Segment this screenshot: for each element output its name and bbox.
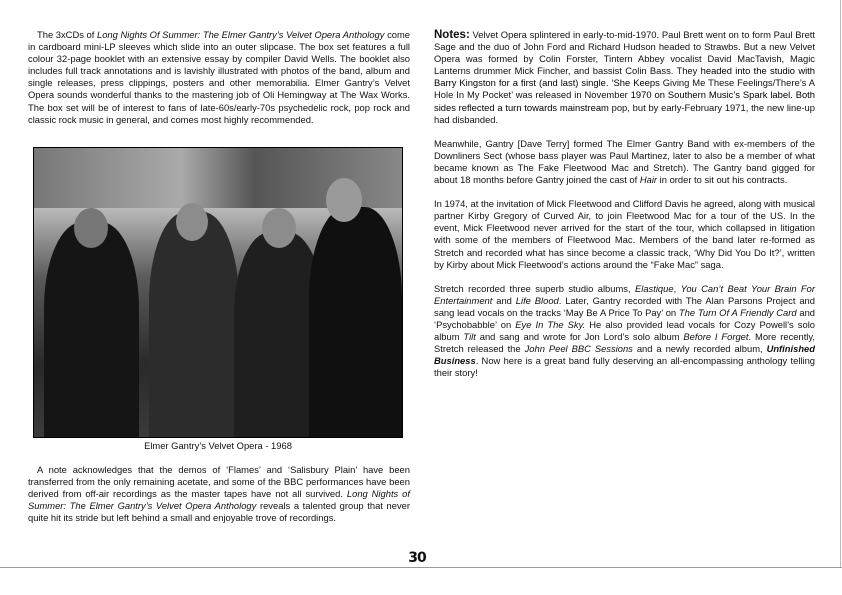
italic-title-text: The Turn Of A Friendly Card	[678, 306, 797, 318]
intro-paragraph	[28, 29, 410, 126]
photo-figure-head	[326, 178, 362, 222]
italic-title-text: Unfinished Business	[434, 343, 815, 367]
text-segment: . More recently, Stretch released the	[434, 331, 815, 355]
text-segment: come in cardboard mini-LP sleeves which slide into an outer slipcase. The box set features a full colour 32-page booklet with an extensive essay by compiler David Wells. The booklet also includes full track annotations and is lavishly illustrated with photos of the band, album and single releases, press clippings, posters and other memorabilia. Elmer Gantry’s Velvet Opera sounds wonderful thanks to the mastering job of Oli Hemingway at The Wax Works. The box set will be of interest to fans of late-60s/early-70s psychedelic rock, pop rock and classic rock music in general, and comes most highly recommended.	[28, 29, 411, 125]
text-segment: Meanwhile, Gantry [Dave Terry] formed The Elmer Gantry Band with ex-members of the Downliners Sect (whose bass player was Paul Martinez, later to also be a member of what became known as The Fake Fleetwood Mac and Stretch). The Gantry band gigged for about 18 months before Gantry joined the cast of	[434, 137, 815, 186]
text-segment: . Now here is a great band fully deserving an all-encompassing anthology telling their story!	[434, 355, 815, 379]
text-segment: and	[492, 294, 516, 306]
italic-title-text: Life Blood	[515, 294, 559, 306]
text-segment: The 3xCDs of	[37, 29, 97, 40]
text-segment: and a newly recorded album,	[632, 343, 767, 355]
italic-title-text: Elastique	[635, 282, 674, 294]
page-edge	[840, 0, 841, 567]
photo-figure-head	[262, 208, 296, 248]
text-segment: A note acknowledges that the demos of ‘Flames’ and ‘Salisbury Plain’ have been transferred from the only remaining acetate, and some of the BBC performances have been derived from off-air recordings as the master tapes have not all survived.	[28, 464, 410, 500]
italic-title-text: You Can’t Beat Your Brain For Entertainment	[434, 282, 815, 306]
italic-title-text: Eye In The Sky.	[515, 318, 586, 330]
notes-label: Notes:	[434, 29, 470, 41]
fleetwood-paragraph	[434, 198, 815, 271]
left-column-bottom	[28, 464, 410, 536]
text-segment: reveals a talented group that never quite hit its stride but left behind a small and enjoyable trove of recordings.	[28, 500, 410, 524]
left-column	[28, 29, 410, 138]
text-segment: In 1974, at the invitation of Mick Fleetwood and Clifford Davis he agreed, along with musical partner Kirby Gregory of Curved Air, to join Fleetwood Mac for a tour of the US. In the event, Mick Fleetwood never arrived for the start of the tour, which collapsed in litigation with some of the members of Fleetwood Mac. Members of the band later re-formed as Stretch and recorded what has since become a classic track, ‘Why Did You Do It?’, written by Kirby about Mick Fleetwood’s actions around the “Fake Mac” saga.	[434, 198, 815, 270]
band-photo	[33, 147, 403, 438]
text-segment: Velvet Opera splintered in early-to-mid-1970. Paul Brett went on to form Paul Brett Sage and the duo of John Ford and Richard Hudson headed to Strawbs. But a new Velvet Opera was formed by Colin Forster, Tintern Abbey vocalist David MacTavish, Magic Lanterns drummer Mick Fincher, and bassist Colin Bass. They	[434, 29, 815, 77]
text-segment: and sang and wrote for Jon Lord’s solo album	[475, 331, 684, 343]
italic-title-text: Long Nights of Summer: The Elmer Gantry’s Velvet Opera Anthology	[28, 488, 410, 512]
text-segment: headed into the studio with Barry Kingston for a first (and last) single. ‘She Keeps	[434, 65, 815, 89]
text-segment: and ‘Psychobabble’ on	[434, 306, 815, 330]
photo-figure-head	[74, 208, 108, 248]
text-segment: ,	[673, 282, 681, 294]
page-number: 30	[408, 550, 426, 566]
italic-title-text: John Peel BBC Sessions	[524, 343, 633, 355]
text-segment: He also provided lead vocals for Cozy Powell’s solo album	[434, 318, 815, 343]
photo-figure	[44, 222, 139, 437]
text-segment: pop, but by early-February 1971, the new line-up had disbanded.	[434, 101, 815, 125]
right-column	[434, 29, 815, 391]
photo-figure-head	[176, 203, 208, 241]
gantry-band-paragraph	[434, 138, 815, 186]
photo-figure	[149, 212, 239, 437]
text-segment: Stretch recorded three superb studio albums,	[434, 282, 635, 294]
notes-paragraph	[434, 29, 815, 126]
text-segment: in order to sit out his contracts.	[657, 174, 788, 186]
text-segment: Giving Me These Feelings/There’s A Hole In My Pocket’ was released in November	[434, 77, 815, 101]
notes-body	[434, 29, 815, 125]
stretch-paragraph	[434, 283, 815, 380]
italic-title-text: Hair	[639, 174, 658, 186]
note-paragraph	[28, 464, 410, 524]
italic-title-text: Tilt	[463, 331, 476, 343]
text-segment: 1970 on Southern Music’s Spark label. Both sides reflected a turn towards mainstream	[434, 89, 815, 113]
footer-divider	[0, 567, 842, 568]
italic-title-text: Before I Forget	[683, 331, 749, 343]
italic-title-text: Long Nights Of Summer: The Elmer Gantry’s Velvet Opera Anthology	[96, 29, 385, 40]
text-segment: . Later, Gantry recorded with The Alan Parsons Project and sang lead vocals on the tracks ‘May Be A Price To Pay’ on	[434, 294, 815, 318]
photo-figure	[309, 207, 402, 437]
photo-caption: Elmer Gantry’s Velvet Opera - 1968	[144, 440, 292, 451]
